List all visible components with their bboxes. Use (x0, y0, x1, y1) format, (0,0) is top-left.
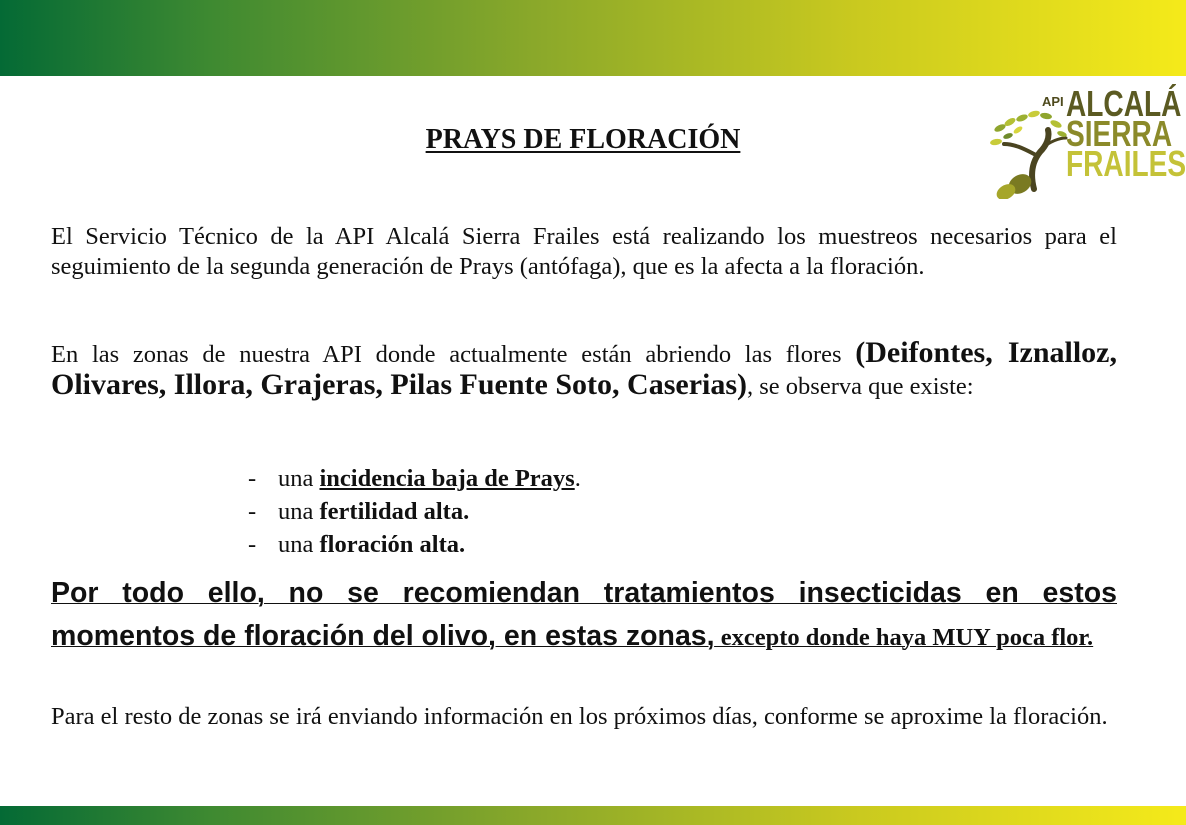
top-gradient-band (0, 0, 1186, 76)
bullet-prefix: una (278, 498, 320, 525)
recommendation-notice (51, 574, 1117, 660)
zones-list: (Deifontes, Iznalloz, Olivares, Illora, Grajeras, Pilas Fuente Soto, Caserias) (51, 336, 1117, 401)
zones-intro-text: En las zonas de nuestra API donde actualmente están abriendo las flores (51, 341, 856, 368)
bullet-dash: - (248, 465, 257, 492)
page-title: PRAYS DE FLORACIÓN (425, 124, 741, 155)
logo-api-text: API (1042, 94, 1064, 109)
bullet-bold: floración alta. (319, 531, 466, 558)
bottom-gradient-band (0, 806, 1186, 825)
recommendation-main: Por todo ello, no se recomiendan tratamientos insecticidas en estos momentos de floración del olivo, en estas zonas, (51, 577, 1117, 652)
list-item (248, 462, 581, 495)
bullet-bold: incidencia baja de Prays (319, 465, 575, 492)
intro-paragraph: El Servicio Técnico de la API Alcalá Sierra Frailes está realizando los muestreos necesarios para el seguimiento de la segunda generación de Prays (antófaga), que es la afecta a la floración. (51, 223, 1117, 280)
bullet-bold: fertilidad alta. (319, 498, 470, 525)
bullet-suffix: . (574, 465, 581, 492)
zones-paragraph (51, 338, 1117, 402)
bullet-dash: - (248, 498, 257, 525)
closing-paragraph: Para el resto de zonas se irá enviando información en los próximos días, conforme se aproxime la floración. (51, 703, 1108, 730)
logo-word-sierra: SIERRA (1066, 113, 1173, 154)
bullet-dash: - (248, 531, 257, 558)
list-item (248, 528, 581, 561)
recommendation-exception: excepto donde haya MUY poca flor. (714, 624, 1094, 651)
observations-list (248, 462, 581, 561)
list-item (248, 495, 581, 528)
bullet-prefix: una (278, 531, 320, 558)
zones-outro-text: , se observa que existe: (747, 373, 974, 400)
logo-word-frailes: FRAILES (1066, 143, 1186, 184)
logo-word-alcala: ALCALÁ (1066, 83, 1182, 124)
bullet-prefix: una (278, 465, 320, 492)
